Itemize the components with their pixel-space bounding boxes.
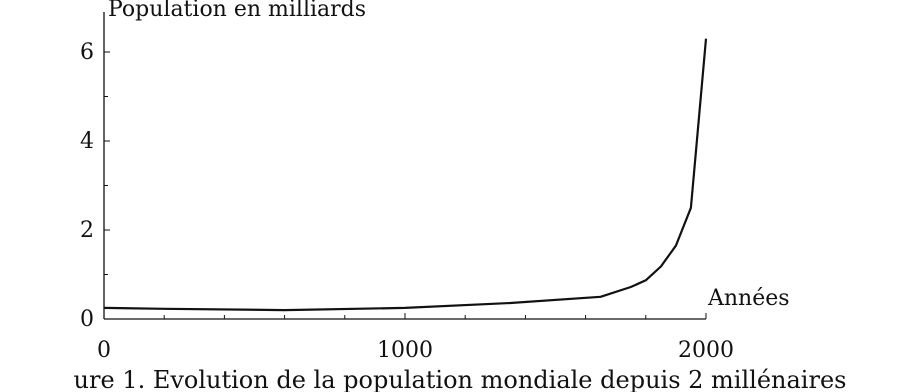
x-tick-label: 1000 [377,338,433,363]
x-tick-label: 0 [97,338,111,363]
x-tick-label: 2000 [678,338,734,363]
chart-axes [104,12,706,319]
chart-labels [80,40,734,363]
x-axis-label: Années [708,286,790,311]
chart-ticks [104,52,706,319]
chart-series [104,39,706,310]
y-tick-label: 2 [80,218,94,243]
y-tick-label: 0 [80,307,94,332]
y-tick-label: 4 [80,129,94,154]
figure-caption: ure 1. Evolution de la population mondiale depuis 2 millénaires [73,366,847,392]
y-axis-label: Population en milliards [108,0,367,22]
population-series-line [104,39,706,310]
y-tick-label: 6 [80,40,94,65]
